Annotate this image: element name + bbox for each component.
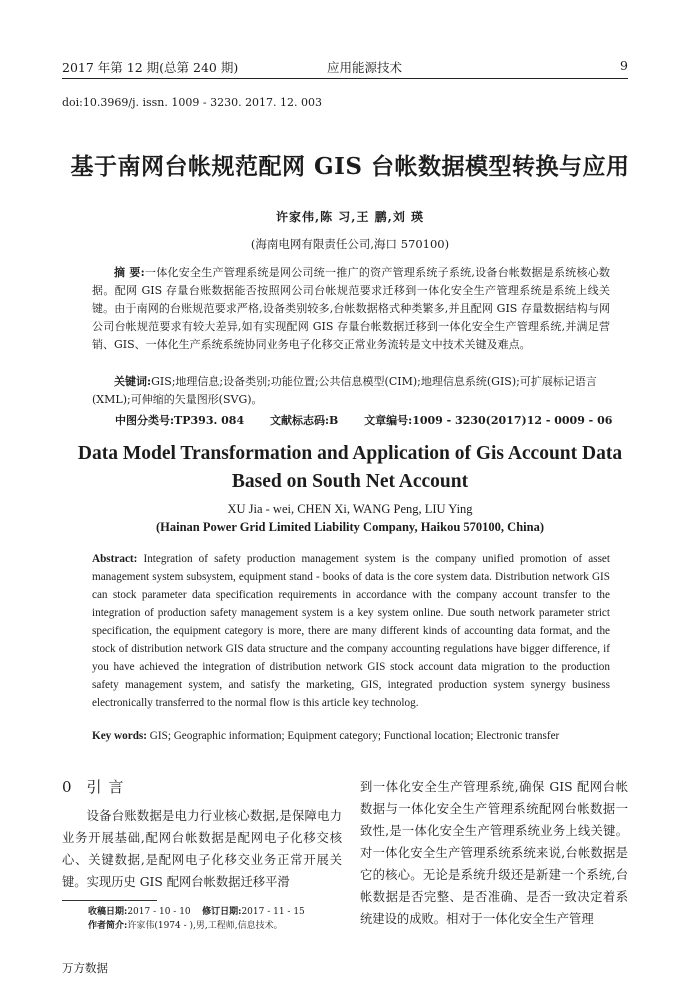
- affiliation-chinese: (海南电网有限责任公司,海口 570100): [250, 237, 450, 251]
- section-heading: [62, 776, 342, 797]
- document-code: 文献标志码:B: [269, 414, 339, 427]
- authors-chinese: 许家伟,陈 习,王 鹏,刘 瑛: [275, 210, 425, 224]
- article-number: 文章编号:1009 - 3230(2017)12 - 0009 - 06: [364, 414, 613, 427]
- classification-line: [115, 412, 634, 428]
- revised-label: 修订日期:: [202, 907, 242, 917]
- received-date: 2017 - 10 - 10: [127, 907, 191, 917]
- author-bio: 许家伟(1974 - ),男,工程师,信息技术。: [127, 921, 283, 931]
- abstract-chinese: [92, 264, 610, 354]
- running-header: [62, 58, 628, 78]
- doi: doi:10.3969/j. issn. 1009 - 3230. 2017. 12. 003: [62, 96, 323, 109]
- footnote-rule: [62, 900, 157, 901]
- body-paragraph-left: 设备台账数据是电力行业核心数据,是保障电力业务开展基础,配网台帐数据是配网电子化移交核心、关键数据,是配网电子化移交业务正常开展关键。实现历史 GIS 配网台帐数据迁移平滑: [62, 809, 342, 889]
- section-title: 引 言: [86, 778, 125, 796]
- authors-english: XU Jia - wei, CHEN Xi, WANG Peng, LIU Ying: [227, 502, 473, 516]
- author-bio-label: 作者简介:: [88, 921, 128, 931]
- issue-info: 2017 年第 12 期(总第 240 期): [62, 60, 239, 75]
- abstract-chinese-text: 一体化安全生产管理系统是网公司统一推广的资产管理系统子系统,设备台帐数据是系统核心数据。配网 GIS 存量台账数据能否按照网公司台帐规范要求迁移到一体化安全生产管理系统是系统上线关键。由于南网的台账规范要求严格,设备类别较多,台帐数据格式种类繁多,并且配网 GIS 存量数据结构与网公司台帐规范要求有较大差异,如有实现配网 GIS 存量台帐数据迁移到一体化安全生产管理系统,并满足营销、GIS、一体化生产系统系统协同业务电子化移交正常业务流转是文中技术关键及难点。: [92, 266, 611, 351]
- keywords-chinese-label: 关键词:: [114, 375, 152, 388]
- received-label: 收稿日期:: [88, 907, 128, 917]
- abstract-chinese-label: 摘 要:: [114, 266, 145, 279]
- footnote: [88, 905, 348, 933]
- body-column-left: [62, 776, 342, 893]
- affiliation-english: (Hainan Power Grid Limited Liability Company, Haikou 570100, China): [155, 520, 544, 534]
- clc-number: 中图分类号:TP393. 084: [115, 414, 245, 427]
- title-chinese: 基于南网台帐规范配网 GIS 台帐数据模型转换与应用: [70, 153, 630, 180]
- title-english: Data Model Transformation and Application of Gis Account Data Based on South Net Account: [77, 443, 623, 492]
- header-rule: [62, 78, 628, 79]
- abstract-english-label: Abstract:: [92, 553, 138, 565]
- keywords-english: [92, 727, 610, 745]
- keywords-chinese: [92, 373, 610, 409]
- body-column-right: [360, 776, 628, 930]
- watermark: 万方数据: [62, 961, 108, 975]
- abstract-english-text: Integration of safety production management system is the company unified promotion of asset management system subsystem, equipment stand - books of data is the core system data. Distribution network GIS can stock parameter data specification requirements in accordance with the company account transfer to the integration of production safety management system is a key system online. Due south network parameter strict specification, the equipment category is more, there are many different kinds of accounting data format, and the stock of distribution network GIS data structure and the company accounting regulations have bigger difference, if you have achieved the integration of distribution network GIS stock account data migration to the production safety management system, and satisfy the marketing, GIS, integrated production system synergy business electronically transferred to the normal flow is this article key technolog.: [92, 553, 611, 709]
- keywords-chinese-text: GIS;地理信息;设备类别;功能位置;公共信息模型(CIM);地理信息系统(GIS);可扩展标记语言(XML);可伸缩的矢量图形(SVG)。: [92, 375, 597, 406]
- revised-date: 2017 - 11 - 15: [241, 907, 305, 917]
- section-number: 0: [62, 778, 73, 796]
- journal-name: 应用能源技术: [327, 60, 403, 75]
- footnote-dates: [88, 905, 348, 919]
- page-number: 9: [620, 58, 628, 73]
- abstract-english: [92, 550, 610, 712]
- body-paragraph-right: 到一体化安全生产管理系统,确保 GIS 配网台帐数据与一体化安全生产管理系统配网台帐数据一致性,是一体化安全生产管理系统业务上线关键。对一体化安全生产管理系统系统来说,台帐数据是它的核心。无论是系统升级还是新建一个系统,台帐数据是否完整、是否准确、是否一致决定着系统建设的成败。相对于一体化安全生产管理: [360, 780, 628, 926]
- keywords-english-label: Key words:: [92, 730, 147, 742]
- footnote-author: [88, 919, 348, 933]
- keywords-english-text: GIS; Geographic information; Equipment category; Functional location; Electronic transfer: [149, 730, 560, 742]
